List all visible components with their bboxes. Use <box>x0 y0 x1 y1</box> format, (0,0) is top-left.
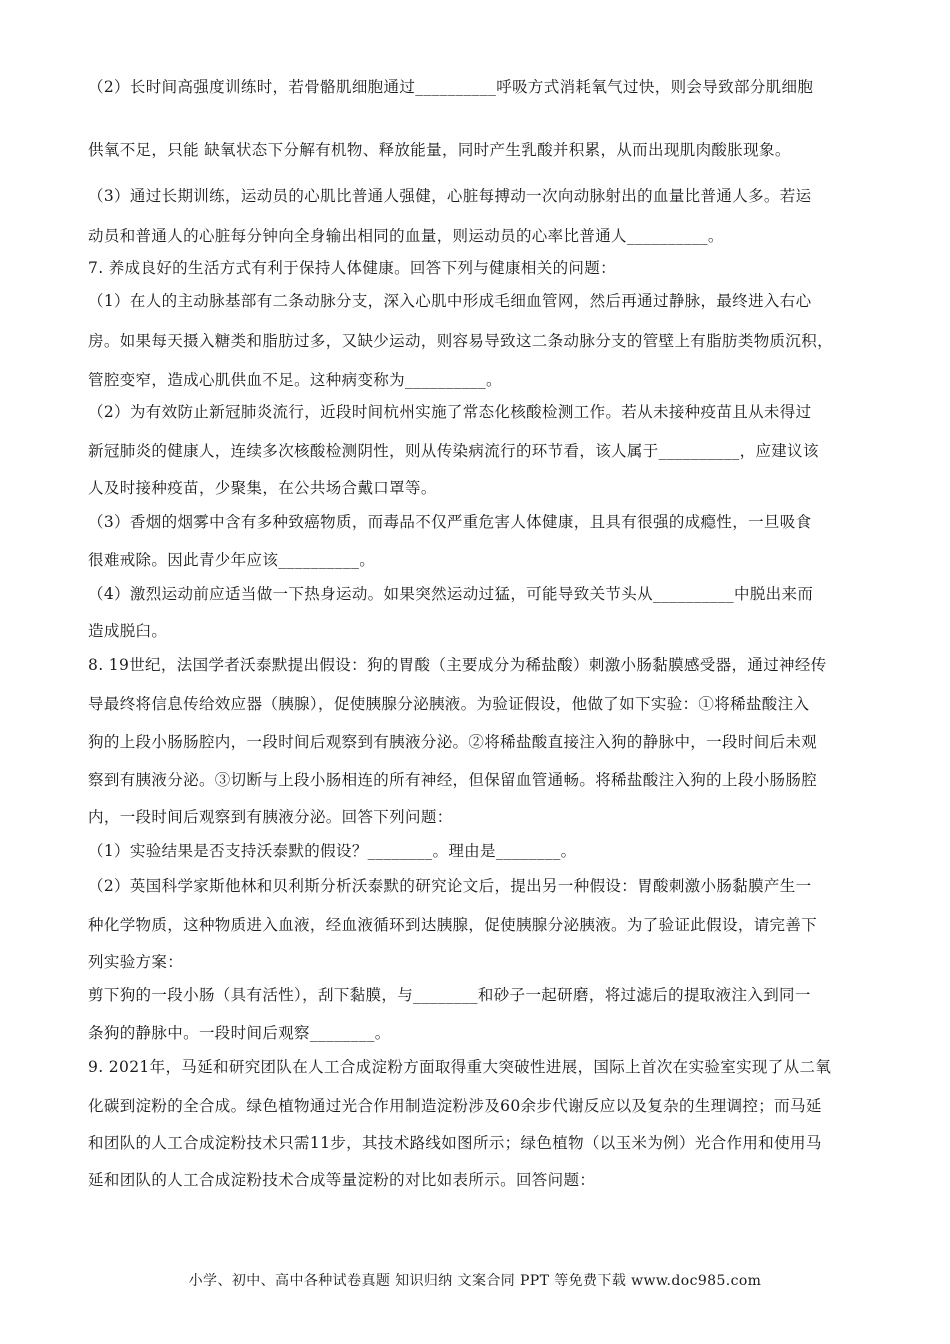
text-line: （1）实验结果是否支持沃泰默的假设？________。理由是________。 <box>88 842 577 860</box>
text-line: （2）为有效防止新冠肺炎流行，近段时间杭州实施了常态化核酸检测工作。若从未接种疫苗且从未得过 <box>88 403 812 421</box>
text-line: 人及时接种疫苗，少聚集，在公共场合戴口罩等。 <box>88 479 437 497</box>
text-line: 导最终将信息传给效应器（胰腺），促使胰腺分泌胰液。为验证假设，他做了如下实验：①将稀盐酸注入 <box>88 695 810 713</box>
text-line: （3）香烟的烟雾中含有多种致癌物质，而毒品不仅严重危害人体健康，且具有很强的成瘾性，一旦吸食 <box>88 513 812 531</box>
text-line: 造成脱臼。 <box>88 622 168 640</box>
text-line: 列实验方案： <box>88 953 184 971</box>
text-line: 很难戒除。因此青少年应该__________。 <box>88 551 376 569</box>
text-line: （1）在人的主动脉基部有二条动脉分支，深入心肌中形成毛细血管网，然后再通过静脉，最终进入右心 <box>88 292 812 310</box>
text-line: （2）英国科学家斯他林和贝利斯分析沃泰默的研究论文后，提出另一种假设：胃酸刺激小肠黏膜产生一 <box>88 877 812 895</box>
text-line: 和团队的人工合成淀粉技术只需11步，其技术路线如图所示；绿色植物（以玉米为例）光合作用和使用马 <box>88 1134 822 1152</box>
text-line: 条狗的静脉中。一段时间后观察________。 <box>88 1024 391 1042</box>
text-line: 供氧不足，只能 缺氧状态下分解有机物、释放能量，同时产生乳酸并积累，从而出现肌肉酸胀现象。 <box>88 141 791 159</box>
text-line: 延和团队的人工合成淀粉技术合成等量淀粉的对比如表所示。回答问题： <box>88 1171 596 1189</box>
text-line: 种化学物质，这种物质进入血液，经血液循环到达胰腺，促使胰腺分泌胰液。为了验证此假设，请完善下 <box>88 916 818 934</box>
text-line: 动员和普通人的心脏每分钟向全身输出相同的血量，则运动员的心率比普通人__________。 <box>88 227 724 245</box>
text-line: （3）通过长期训练，运动员的心肌比普通人强健，心脏每搏动一次向动脉射出的血量比普通人多。若运 <box>88 187 812 205</box>
question-9-heading: 9. 2021年，马延和研究团队在人工合成淀粉方面取得重大突破性进展，国际上首次在实验室实现了从二氧 <box>88 1058 832 1076</box>
text-line: 狗的上段小肠肠腔内，一段时间后观察到有胰液分泌。②将稀盐酸直接注入狗的静脉中，一段时间后未观 <box>88 733 818 751</box>
page-footer: 小学、初中、高中各种试卷真题 知识归纳 文案合同 PPT 等免费下载 www.doc985.com <box>188 1273 762 1289</box>
text-line: 管腔变窄，造成心肌供血不足。这种病变称为__________。 <box>88 371 502 389</box>
question-7-heading: 7. 养成良好的生活方式有利于保持人体健康。回答下列与健康相关的问题： <box>88 259 616 277</box>
text-line: 化碳到淀粉的全合成。绿色植物通过光合作用制造淀粉涉及60余步代谢反应以及复杂的生理调控；而马延 <box>88 1097 822 1115</box>
text-line: 察到有胰液分泌。③切断与上段小肠相连的所有神经，但保留血管通畅。将稀盐酸注入狗的上段小肠肠腔 <box>88 771 818 789</box>
text-line: 剪下狗的一段小肠（具有活性），刮下黏膜，与________和砂子一起研磨，将过滤后的提取液注入到同一 <box>88 986 811 1004</box>
text-line: （4）激烈运动前应适当做一下热身运动。如果突然运动过猛，可能导致关节头从__________中脱出来而 <box>88 585 814 603</box>
text-line: 内，一段时间后观察到有胰液分泌。回答下列问题： <box>88 808 453 826</box>
text-line: （2）长时间高强度训练时，若骨骼肌细胞通过__________呼吸方式消耗氧气过快，则会导致部分肌细胞 <box>88 78 814 96</box>
text-line: 房。如果每天摄入糖类和脂肪过多，又缺少运动，则容易导致这二条动脉分支的管壁上有脂肪类物质沉积， <box>88 332 833 350</box>
question-8-heading: 8. 19世纪，法国学者沃泰默提出假设：狗的胃酸（主要成分为稀盐酸）刺激小肠黏膜感受器，通过神经传 <box>88 656 827 674</box>
text-line: 新冠肺炎的健康人，连续多次核酸检测阴性，则从传染病流行的环节看，该人属于__________，应建议该 <box>88 442 819 460</box>
